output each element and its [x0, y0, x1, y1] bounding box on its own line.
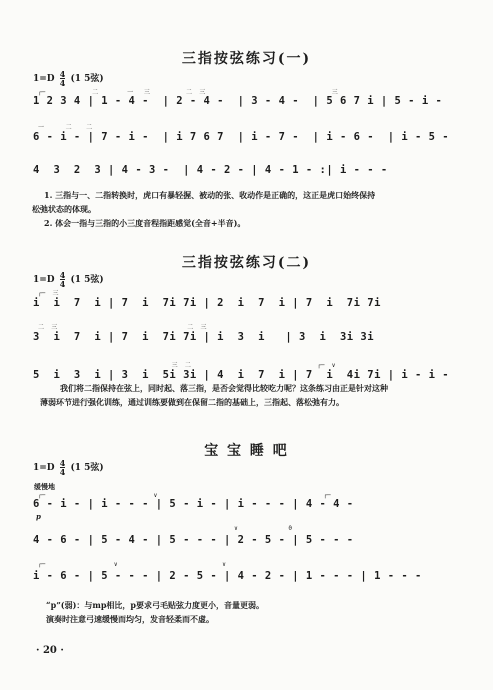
dynamic-marking: p [36, 512, 41, 521]
section3-key [33, 459, 104, 476]
note-line: 1. 三指与一、二指转换时，虎口有暴轻握、被动的张、收动作是正确的，这正是虎口始终保持 [44, 190, 376, 200]
time-signature: $\frac{4}{4}$ [59, 270, 66, 289]
fingering-marks: ┌─ ∨ ┌─ [38, 492, 331, 499]
note-line: “p”(弱)：与mp相比，p要求弓毛贴弦力度更小，音量更弱。 [46, 600, 265, 610]
section3-title: 宝 宝 睡 吧 [204, 443, 289, 459]
s3-line-2: 4 - 6 - | 5 - 4 - | 5 - - - | 2 - 5 - | 5 - - - [33, 534, 354, 546]
s1-line-2: 6 - i - | 7 - i - | i 7 6 7 | i - 7 - | i - 6 - | i - 5 - [33, 131, 450, 143]
s1-notes [32, 188, 464, 230]
section1-title: 三指按弦练习(一) [181, 51, 312, 67]
note-line: 2. 体会一指与三指的小三度音程指距感觉(全音+半音)。 [44, 218, 246, 228]
fingering-marks: ┌─ 二 一 三 二 三 三 [38, 89, 338, 96]
note-line: 我们将二指保持在弦上，同时起、落三指，是否会觉得比较吃力呢？这条练习由正是针对这种 [60, 383, 388, 393]
s1-line-3: 4 3 2 3 | 4 - 3 - | 4 - 2 - | 4 - 1 - :| i - - - [33, 164, 388, 176]
fingering-marks: ┌─ 三 [38, 290, 59, 297]
key-prefix: 1=D [33, 74, 55, 84]
key-prefix: 1=D [33, 463, 55, 473]
key-suffix: (1 5弦) [70, 463, 104, 473]
note-line: 松弛状态的体现。 [32, 204, 96, 214]
s3-line-1: 6 - i - | i - - - | 5 - i - | i - - - | 4 - 4 - [33, 498, 354, 510]
fingering-marks: 三 二 ┌─ ∨ [38, 362, 336, 369]
key-suffix: (1 5弦) [70, 275, 104, 285]
note-line: 薄弱环节进行强化训练，通过训练要做到在保留二指的基础上，三指起、落松弛有力。 [40, 397, 344, 407]
section2-key [33, 271, 104, 288]
s2-notes [40, 381, 465, 409]
tempo-marking: 缓慢地 [34, 482, 55, 491]
fingering-marks: ┌─ ∨ ∨ [38, 561, 226, 568]
s2-line-2: 3 i 7 i | 7 i 7i 7i | i 3 i | 3 i 3i 3i [33, 331, 375, 343]
time-signature: $\frac{4}{4}$ [59, 458, 66, 477]
key-suffix: (1 5弦) [70, 74, 104, 84]
note-line: 演奏时注意弓速缓慢而均匀，发音轻柔而不虚。 [46, 614, 214, 624]
section2-title: 三指按弦练习(二) [181, 255, 312, 271]
fingering-marks: 一 二 二 [38, 124, 93, 131]
section1-key [33, 70, 104, 87]
fingering-marks: ∨ 0 [180, 525, 292, 532]
s2-line-3: 5 i 3 i | 3 i 5i 3i | 4 i 7 i | 7 i 4i 7i | i - i - [33, 369, 450, 381]
key-prefix: 1=D [33, 275, 55, 285]
s1-line-1: 1 2 3 4 | 1 - 4 - | 2 - 4 - | 3 - 4 - | 5 6 7 i | 5 - i - [33, 95, 443, 107]
s3-line-3: i - 6 - | 5 - - - | 2 - 5 - | 4 - 2 - | 1 - - - | 1 - - - [33, 570, 422, 582]
time-signature: $\frac{4}{4}$ [59, 69, 66, 88]
page-number: · 20 · [36, 645, 64, 656]
s2-line-1: i i 7 i | 7 i 7i 7i | 2 i 7 i | 7 i 7i 7i [33, 297, 381, 309]
s3-notes [46, 598, 466, 626]
fingering-marks: 二 三 二 三 [38, 324, 207, 331]
